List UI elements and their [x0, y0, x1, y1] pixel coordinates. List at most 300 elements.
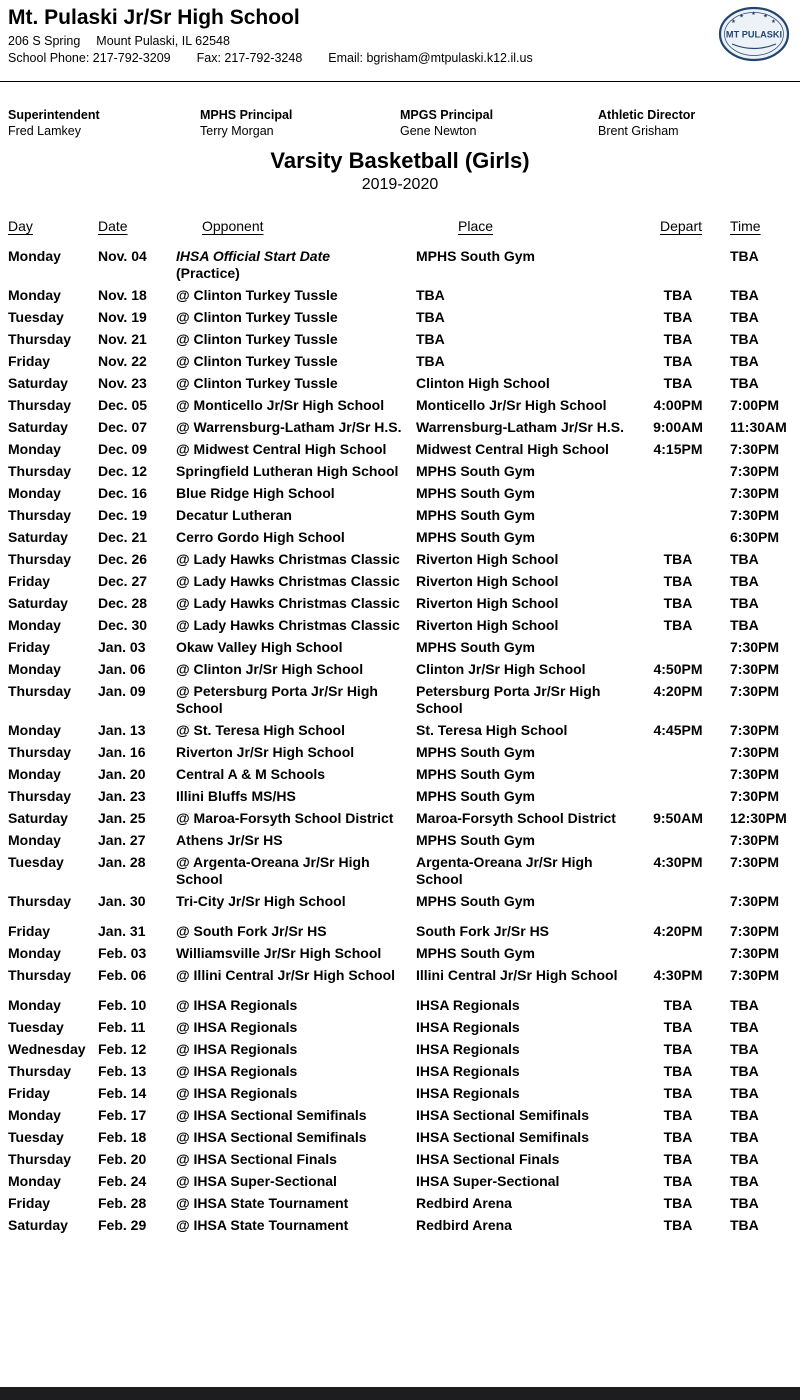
opponent-cell [176, 617, 416, 639]
time-cell: 7:30PM [730, 744, 780, 760]
time-cell: 7:30PM [730, 639, 780, 655]
depart-cell [644, 945, 722, 967]
depart-cell [644, 485, 722, 507]
place-cell: Maroa-Forsyth School District [416, 810, 616, 826]
day-cell: Monday [8, 485, 61, 501]
opponent-name: Williamsville Jr/Sr High School [176, 945, 382, 961]
place-cell: Redbird Arena [416, 1195, 512, 1211]
opponent-name: @ Maroa-Forsyth School District [176, 810, 394, 826]
depart-cell [644, 529, 722, 551]
place-cell: IHSA Regionals [416, 1085, 520, 1101]
time-cell: TBA [730, 573, 759, 589]
document-title: Varsity Basketball (Girls) [270, 148, 530, 173]
column-header-place: Place [458, 218, 494, 234]
opponent-name: Athens Jr/Sr HS [176, 832, 283, 848]
opponent-cell [176, 1107, 416, 1129]
date-cell: Dec. 07 [98, 419, 148, 435]
opponent-name: @ Clinton Turkey Tussle [176, 375, 338, 391]
schedule-row [8, 967, 792, 989]
depart-cell: TBA [663, 375, 693, 391]
column-header-opponent: Opponent [202, 218, 264, 234]
schedule-row [8, 331, 792, 353]
place-cell: Monticello Jr/Sr High School [416, 397, 607, 413]
depart-cell: 9:50AM [653, 810, 703, 826]
place-cell: Warrensburg-Latham Jr/Sr H.S. [416, 419, 624, 435]
depart-cell: TBA [663, 573, 693, 589]
depart-cell: TBA [663, 595, 693, 611]
opponent-name: @ IHSA State Tournament [176, 1195, 349, 1211]
day-cell: Monday [8, 832, 61, 848]
day-cell: Monday [8, 617, 61, 633]
date-cell: Dec. 16 [98, 485, 148, 501]
date-cell: Feb. 14 [98, 1085, 147, 1101]
opponent-cell [176, 810, 416, 832]
opponent-cell [176, 1063, 416, 1085]
date-cell: Dec. 26 [98, 551, 148, 567]
time-cell: TBA [730, 1173, 759, 1189]
place-cell: Riverton High School [416, 573, 559, 589]
opponent-cell [176, 893, 416, 915]
time-cell: TBA [730, 1217, 759, 1233]
day-cell: Friday [8, 1195, 51, 1211]
opponent-name: @ IHSA Sectional Finals [176, 1151, 337, 1167]
column-header-day: Day [8, 218, 33, 234]
place-cell: MPHS South Gym [416, 485, 536, 501]
time-cell: 12:30PM [730, 810, 787, 826]
depart-cell [644, 639, 722, 661]
opponent-name: @ IHSA Regionals [176, 1063, 298, 1079]
date-cell: Jan. 27 [98, 832, 146, 848]
place-cell: TBA [416, 353, 445, 369]
time-cell: 7:30PM [730, 441, 780, 457]
opponent-name: @ Lady Hawks Christmas Classic [176, 595, 400, 611]
page-bottom-bar [0, 1387, 800, 1400]
day-cell: Saturday [8, 1217, 68, 1233]
date-cell: Nov. 18 [98, 287, 147, 303]
place-cell: Illini Central Jr/Sr High School [416, 967, 618, 983]
day-cell: Friday [8, 923, 51, 939]
place-cell: Clinton High School [416, 375, 550, 391]
opponent-name: @ IHSA Regionals [176, 997, 298, 1013]
depart-cell [644, 463, 722, 485]
depart-cell: 9:00AM [653, 419, 703, 435]
opponent-note: (Practice) [176, 265, 240, 281]
schedule-row [8, 529, 792, 551]
date-cell: Nov. 23 [98, 375, 147, 391]
depart-cell [644, 248, 722, 287]
opponent-cell [176, 595, 416, 617]
school-header [8, 6, 792, 71]
staff-athletic-director [598, 108, 792, 138]
time-cell: 7:30PM [730, 766, 780, 782]
logo-star-icon: ★ [731, 19, 736, 25]
day-cell: Thursday [8, 683, 72, 699]
date-cell: Feb. 29 [98, 1217, 147, 1233]
column-header-depart: Depart [659, 218, 703, 234]
place-cell: MPHS South Gym [416, 832, 536, 848]
schedule-row [8, 744, 792, 766]
logo-star-icon: ★ [751, 11, 756, 17]
date-cell: Nov. 21 [98, 331, 147, 347]
opponent-cell [176, 683, 416, 722]
depart-cell [644, 832, 722, 854]
opponent-cell [176, 573, 416, 595]
place-cell: Clinton Jr/Sr High School [416, 661, 586, 677]
place-cell: Petersburg Porta Jr/Sr High School [416, 683, 601, 716]
depart-cell: TBA [663, 287, 693, 303]
date-cell: Feb. 10 [98, 997, 147, 1013]
depart-cell [644, 788, 722, 810]
time-cell: 7:30PM [730, 854, 780, 870]
day-cell: Monday [8, 722, 61, 738]
date-cell: Jan. 20 [98, 766, 146, 782]
staff-mpgs-principal [400, 108, 598, 138]
depart-cell: TBA [663, 1041, 693, 1057]
opponent-name: Okaw Valley High School [176, 639, 343, 655]
place-cell: Riverton High School [416, 617, 559, 633]
school-fax: Fax: 217-792-3248 [196, 51, 303, 65]
school-contact [8, 51, 559, 65]
time-cell: TBA [730, 1041, 759, 1057]
schedule-row [8, 661, 792, 683]
date-cell: Jan. 16 [98, 744, 146, 760]
depart-cell: TBA [663, 1173, 693, 1189]
depart-cell: TBA [663, 1019, 693, 1035]
time-cell: TBA [730, 1129, 759, 1145]
opponent-name: @ Clinton Jr/Sr High School [176, 661, 364, 677]
depart-cell: 4:50PM [653, 661, 703, 677]
opponent-name: Cerro Gordo High School [176, 529, 345, 545]
day-cell: Monday [8, 997, 61, 1013]
school-logo [718, 6, 790, 71]
schedule-row [8, 309, 792, 331]
date-cell: Feb. 13 [98, 1063, 147, 1079]
depart-cell: TBA [663, 1195, 693, 1211]
day-cell: Wednesday [8, 1041, 86, 1057]
day-cell: Friday [8, 639, 51, 655]
time-cell: 7:30PM [730, 893, 780, 909]
opponent-cell [176, 309, 416, 331]
time-cell: TBA [730, 1195, 759, 1211]
depart-cell: TBA [663, 997, 693, 1013]
day-cell: Thursday [8, 967, 72, 983]
day-cell: Thursday [8, 397, 72, 413]
place-cell: MPHS South Gym [416, 766, 536, 782]
time-cell: 11:30AM [730, 419, 787, 435]
staff-title: MPGS Principal [400, 108, 494, 122]
day-cell: Tuesday [8, 1129, 64, 1145]
opponent-cell [176, 1151, 416, 1173]
date-cell: Jan. 30 [98, 893, 146, 909]
opponent-cell [176, 989, 416, 1019]
depart-cell: TBA [663, 617, 693, 633]
opponent-name: @ South Fork Jr/Sr HS [176, 923, 327, 939]
place-cell: TBA [416, 309, 445, 325]
time-cell: TBA [730, 1151, 759, 1167]
opponent-name: @ Clinton Turkey Tussle [176, 331, 338, 347]
place-cell: IHSA Regionals [416, 997, 520, 1013]
depart-cell: TBA [663, 331, 693, 347]
school-address-city: Mount Pulaski, IL 62548 [96, 34, 230, 48]
day-cell: Thursday [8, 1063, 72, 1079]
opponent-name: @ IHSA Sectional Semifinals [176, 1107, 367, 1123]
opponent-name: @ Illini Central Jr/Sr High School [176, 967, 396, 983]
opponent-name: @ IHSA Regionals [176, 1041, 298, 1057]
day-cell: Monday [8, 661, 61, 677]
date-cell: Feb. 24 [98, 1173, 147, 1189]
place-cell: MPHS South Gym [416, 945, 536, 961]
day-cell: Saturday [8, 375, 68, 391]
time-cell: 7:30PM [730, 661, 780, 677]
date-cell: Dec. 09 [98, 441, 148, 457]
staff-title: MPHS Principal [200, 108, 293, 122]
time-cell: TBA [730, 375, 759, 391]
staff-superintendent [8, 108, 200, 138]
place-cell: MPHS South Gym [416, 463, 536, 479]
day-cell: Monday [8, 766, 61, 782]
opponent-name: @ IHSA Regionals [176, 1085, 298, 1101]
school-address-street: 206 S Spring [8, 34, 81, 48]
date-cell: Jan. 09 [98, 683, 146, 699]
time-cell: 7:30PM [730, 923, 780, 939]
date-cell: Feb. 12 [98, 1041, 147, 1057]
place-cell: IHSA Regionals [416, 1019, 520, 1035]
schedule-row [8, 832, 792, 854]
schedule-row [8, 854, 792, 893]
title-block [8, 148, 792, 194]
schedule-row [8, 551, 792, 573]
depart-cell: TBA [663, 1063, 693, 1079]
opponent-name: Decatur Lutheran [176, 507, 292, 523]
depart-cell: TBA [663, 353, 693, 369]
opponent-name: @ Argenta-Oreana Jr/Sr High School [176, 854, 370, 887]
time-cell: TBA [730, 1063, 759, 1079]
date-cell: Nov. 19 [98, 309, 147, 325]
school-phone: School Phone: 217-792-3209 [8, 51, 171, 65]
day-cell: Saturday [8, 595, 68, 611]
schedule-row [8, 989, 792, 1019]
school-address [8, 34, 559, 48]
schedule-row [8, 595, 792, 617]
schedule-row [8, 1063, 792, 1085]
date-cell: Jan. 28 [98, 854, 146, 870]
header-divider [0, 81, 800, 82]
staff-name: Brent Grisham [598, 124, 679, 138]
date-cell: Dec. 05 [98, 397, 148, 413]
day-cell: Monday [8, 441, 61, 457]
schedule-header [8, 218, 792, 248]
time-cell: 6:30PM [730, 529, 780, 545]
opponent-cell [176, 551, 416, 573]
time-cell: TBA [730, 551, 759, 567]
date-cell: Jan. 23 [98, 788, 146, 804]
depart-cell: 4:30PM [653, 967, 703, 983]
depart-cell: 4:30PM [653, 854, 703, 870]
opponent-name: @ IHSA Sectional Semifinals [176, 1129, 367, 1145]
opponent-name: @ Lady Hawks Christmas Classic [176, 551, 400, 567]
time-cell: 7:30PM [730, 683, 780, 699]
staff-name: Fred Lamkey [8, 124, 81, 138]
date-cell: Jan. 13 [98, 722, 146, 738]
opponent-name: Riverton Jr/Sr High School [176, 744, 355, 760]
place-cell: Argenta-Oreana Jr/Sr High School [416, 854, 593, 887]
schedule-row [8, 766, 792, 788]
logo-star-icon: ★ [771, 19, 776, 25]
time-cell: 7:30PM [730, 967, 780, 983]
depart-cell: TBA [663, 1129, 693, 1145]
time-cell: TBA [730, 997, 759, 1013]
opponent-cell [176, 507, 416, 529]
place-cell: IHSA Super-Sectional [416, 1173, 560, 1189]
date-cell: Feb. 06 [98, 967, 147, 983]
time-cell: TBA [730, 617, 759, 633]
depart-cell: 4:15PM [653, 441, 703, 457]
time-cell: TBA [730, 353, 759, 369]
logo-star-icon: ★ [763, 13, 768, 20]
opponent-name: @ IHSA Super-Sectional [176, 1173, 337, 1189]
date-cell: Jan. 25 [98, 810, 146, 826]
opponent-cell [176, 463, 416, 485]
time-cell: 7:30PM [730, 945, 780, 961]
opponent-name: Illini Bluffs MS/HS [176, 788, 296, 804]
opponent-cell [176, 248, 416, 287]
schedule-row [8, 1041, 792, 1063]
day-cell: Thursday [8, 551, 72, 567]
opponent-cell [176, 945, 416, 967]
place-cell: Midwest Central High School [416, 441, 609, 457]
time-cell: 7:30PM [730, 832, 780, 848]
depart-cell: TBA [663, 551, 693, 567]
depart-cell: 4:00PM [653, 397, 703, 413]
day-cell: Monday [8, 287, 61, 303]
place-cell: MPHS South Gym [416, 744, 536, 760]
schedule-row [8, 397, 792, 419]
schedule-row [8, 1151, 792, 1173]
opponent-cell [176, 1085, 416, 1107]
opponent-cell [176, 397, 416, 419]
opponent-cell [176, 744, 416, 766]
place-cell: IHSA Sectional Semifinals [416, 1107, 589, 1123]
season: 2019-2020 [361, 176, 439, 193]
place-cell: Riverton High School [416, 595, 559, 611]
date-cell: Feb. 03 [98, 945, 147, 961]
school-email: Email: bgrisham@mtpulaski.k12.il.us [328, 51, 533, 65]
day-cell: Thursday [8, 893, 72, 909]
place-cell: MPHS South Gym [416, 529, 536, 545]
time-cell: 7:30PM [730, 722, 780, 738]
opponent-cell [176, 1195, 416, 1217]
schedule-row [8, 639, 792, 661]
time-cell: TBA [730, 248, 759, 264]
place-cell: MPHS South Gym [416, 507, 536, 523]
day-cell: Tuesday [8, 309, 64, 325]
schedule-row [8, 463, 792, 485]
date-cell: Feb. 18 [98, 1129, 147, 1145]
opponent-cell [176, 967, 416, 989]
staff-mphs-principal [200, 108, 400, 138]
depart-cell: TBA [663, 1217, 693, 1233]
date-cell: Jan. 03 [98, 639, 146, 655]
place-cell: MPHS South Gym [416, 639, 536, 655]
schedule-row [8, 722, 792, 744]
schedule-row [8, 1129, 792, 1151]
depart-cell: TBA [663, 1107, 693, 1123]
date-cell: Dec. 30 [98, 617, 148, 633]
place-cell: Riverton High School [416, 551, 559, 567]
schedule-row [8, 485, 792, 507]
depart-cell [644, 766, 722, 788]
schedule-row [8, 507, 792, 529]
opponent-cell [176, 915, 416, 945]
opponent-cell [176, 529, 416, 551]
opponent-name: @ Clinton Turkey Tussle [176, 353, 338, 369]
day-cell: Thursday [8, 507, 72, 523]
schedule-row [8, 617, 792, 639]
time-cell: TBA [730, 309, 759, 325]
day-cell: Saturday [8, 419, 68, 435]
date-cell: Feb. 28 [98, 1195, 147, 1211]
day-cell: Monday [8, 248, 61, 264]
schedule-row [8, 287, 792, 309]
depart-cell [644, 507, 722, 529]
place-cell: MPHS South Gym [416, 248, 536, 264]
place-cell: MPHS South Gym [416, 788, 536, 804]
date-cell: Feb. 20 [98, 1151, 147, 1167]
date-cell: Dec. 21 [98, 529, 148, 545]
depart-cell: TBA [663, 1085, 693, 1101]
schedule-row [8, 1195, 792, 1217]
date-cell: Nov. 22 [98, 353, 147, 369]
schedule-row [8, 419, 792, 441]
opponent-name: @ IHSA Regionals [176, 1019, 298, 1035]
depart-cell [644, 893, 722, 915]
opponent-name: Tri-City Jr/Sr High School [176, 893, 346, 909]
schedule-row [8, 1173, 792, 1195]
date-cell: Jan. 06 [98, 661, 146, 677]
day-cell: Monday [8, 1107, 61, 1123]
depart-cell [644, 744, 722, 766]
day-cell: Thursday [8, 788, 72, 804]
opponent-cell [176, 485, 416, 507]
depart-cell: TBA [663, 1151, 693, 1167]
opponent-cell [176, 1217, 416, 1239]
time-cell: TBA [730, 1019, 759, 1035]
date-cell: Feb. 11 [98, 1019, 146, 1035]
schedule-row [8, 893, 792, 915]
opponent-cell [176, 766, 416, 788]
logo-star-icon: ★ [739, 13, 744, 20]
school-info [8, 6, 559, 65]
day-cell: Friday [8, 573, 51, 589]
opponent-name: @ Lady Hawks Christmas Classic [176, 573, 400, 589]
time-cell: TBA [730, 1107, 759, 1123]
schedule-table [8, 218, 792, 1239]
staff-directory [8, 108, 792, 138]
place-cell: MPHS South Gym [416, 893, 536, 909]
schedule-row [8, 1217, 792, 1239]
school-logo-emblem [718, 6, 790, 66]
schedule-row [8, 810, 792, 832]
time-cell: 7:30PM [730, 463, 780, 479]
date-cell: Dec. 28 [98, 595, 148, 611]
day-cell: Friday [8, 1085, 51, 1101]
opponent-name: @ Clinton Turkey Tussle [176, 309, 338, 325]
schedule-body [8, 248, 792, 1239]
schedule-row [8, 573, 792, 595]
opponent-cell [176, 353, 416, 375]
schedule-row [8, 788, 792, 810]
day-cell: Saturday [8, 810, 68, 826]
